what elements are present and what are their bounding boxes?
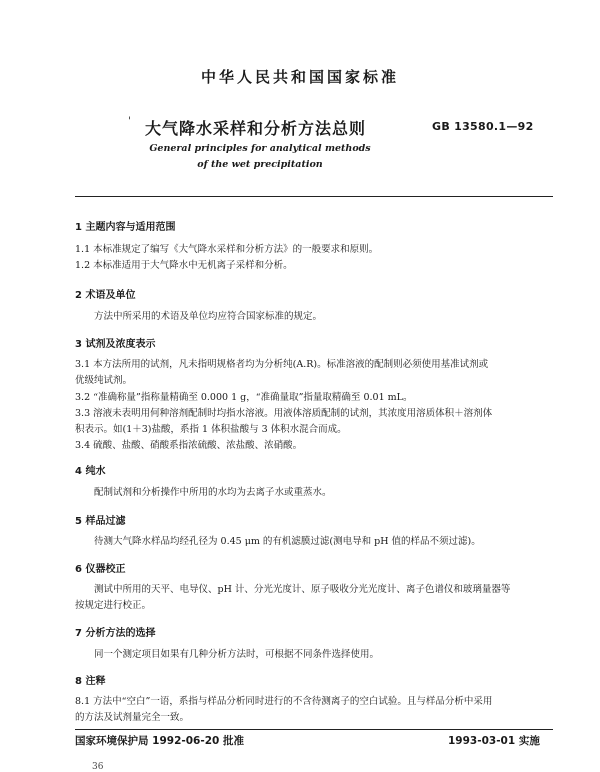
section-4-heading: 4 纯水 bbox=[75, 466, 106, 477]
section-7-heading: 7 分析方法的选择 bbox=[75, 628, 156, 639]
section-5-text: 待测大气降水样品均经孔径为 0.45 μm 的有机滤膜过滤(测电导和 pH 值的样品不须过滤)。 bbox=[94, 536, 481, 547]
clause-1-2: 1.2 本标准适用于大气降水中无机离子采样和分析。 bbox=[75, 260, 293, 271]
page-number: 36 bbox=[92, 762, 104, 772]
section-6-heading: 6 仪器校正 bbox=[75, 564, 126, 575]
clause-3-2: 3.2 “准确称量”指称量精确至 0.000 1 g，“准确量取”指量取精确至 0.01 mL。 bbox=[75, 392, 413, 403]
section-6-text-line1: 测试中所用的天平、电导仪、pH 计、分光光度计、原子吸收分光光度计、离子色谱仪和玻璃量器等 bbox=[94, 584, 511, 595]
header-divider bbox=[75, 196, 553, 197]
clause-1-1: 1.1 本标准规定了编写《大气降水采样和分析方法》的一般要求和原则。 bbox=[75, 244, 379, 255]
clause-3-3-line2: 积表示。如(1＋3)盐酸，系指 1 体积盐酸与 3 体积水混合而成。 bbox=[75, 424, 347, 435]
footer-divider bbox=[75, 729, 553, 730]
section-2-text: 方法中所采用的术语及单位均应符合国家标准的规定。 bbox=[94, 311, 323, 322]
standard-number: GB 13580.1—92 bbox=[432, 120, 534, 133]
clause-3-3-line1: 3.3 溶液未表明用何种溶剂配制时均指水溶液。用液体溶质配制的试剂，其浓度用溶质体积＋溶剂体 bbox=[75, 408, 493, 419]
clause-3-4: 3.4 硫酸、盐酸、硝酸系指浓硫酸、浓盐酸、浓硝酸。 bbox=[75, 440, 303, 451]
clause-8-1-line1: 8.1 方法中“空白”一语，系指与样品分析同时进行的不含待测离子的空白试验。且与样品分析中采用 bbox=[75, 696, 493, 707]
section-7-text: 同一个测定项目如果有几种分析方法时，可根据不同条件选择使用。 bbox=[94, 649, 380, 660]
tick-mark: ' bbox=[128, 116, 131, 127]
clause-8-1-line2: 的方法及试剂量完全一致。 bbox=[75, 712, 190, 723]
section-4-text: 配制试剂和分析操作中所用的水均为去离子水或重蒸水。 bbox=[94, 487, 332, 498]
effective-date: 1993-03-01 实施 bbox=[448, 735, 540, 747]
section-2-heading: 2 术语及单位 bbox=[75, 290, 136, 301]
document-title-en-line2: of the wet precipitation bbox=[197, 159, 323, 170]
section-8-heading: 8 注释 bbox=[75, 676, 106, 687]
clause-3-1-line1: 3.1 本方法所用的试剂，凡未指明规格者均为分析纯(A.R)。标准溶液的配制则必须使用基准试剂或 bbox=[75, 359, 489, 370]
document-title-cn: 大气降水采样和分析方法总则 bbox=[145, 119, 367, 138]
clause-3-1-line2: 优级纯试剂。 bbox=[75, 375, 133, 386]
document-title-en-line1: General principles for analytical methods bbox=[149, 143, 371, 154]
section-6-text-line2: 按规定进行校正。 bbox=[75, 600, 152, 611]
section-3-heading: 3 试剂及浓度表示 bbox=[75, 339, 156, 350]
section-1-heading: 1 主题内容与适用范围 bbox=[75, 222, 176, 233]
approval-date: 国家环境保护局 1992-06-20 批准 bbox=[75, 735, 244, 747]
section-5-heading: 5 样品过滤 bbox=[75, 516, 126, 527]
standard-name: 中华人民共和国国家标准 bbox=[200, 68, 399, 86]
